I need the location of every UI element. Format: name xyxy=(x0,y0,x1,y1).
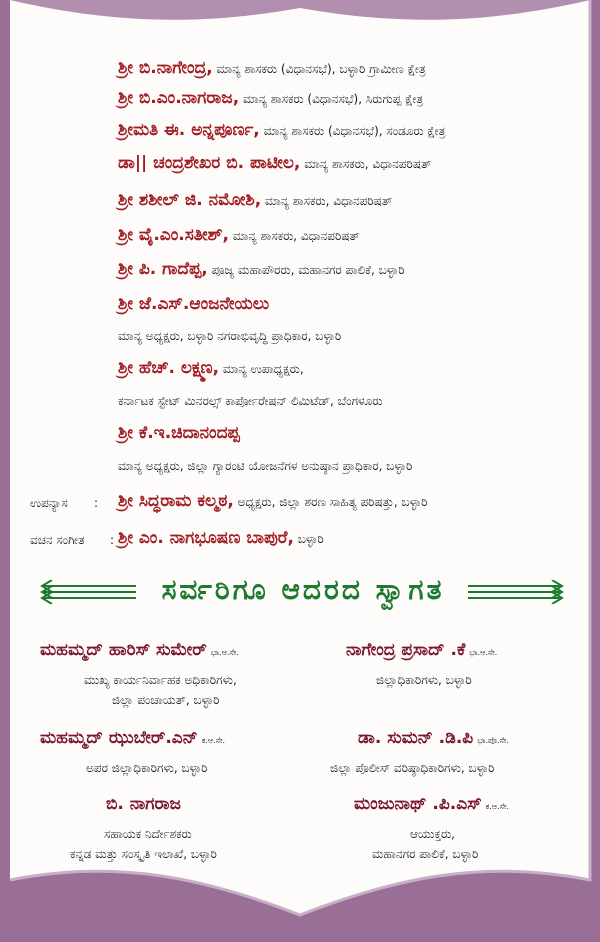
dignitary-desc: ಮಾನ್ಯ ಶಾಸಕರು (ವಿಧಾನಸಭೆ), ಸಂಡೂರು ಕ್ಷೇತ್ರ xyxy=(263,124,446,138)
program-label: ವಚನ ಸಂಗೀತ xyxy=(30,533,85,547)
host-service: ಭಾ.ಆ.ಸೇ. xyxy=(469,648,498,657)
host-service: ಕ.ಆ.ಸೇ. xyxy=(201,736,226,745)
dignitary-name: ಶ್ರೀ ಬಿ.ನಾಗೇಂದ್ರ, xyxy=(118,58,213,78)
dignitary-name: ಶ್ರೀ ಕೆ.ಇ.ಚಿದಾನಂದಪ್ಪ xyxy=(118,423,240,443)
host-line: ಸಹಾಯಕ ನಿರ್ದೇಶಕರು xyxy=(104,827,192,841)
host-name: ಡಾ. ಸುಮನ್ .ಡಿ.ಪಿ xyxy=(358,728,474,748)
dignitary-name: ಶ್ರೀ ವೈ.ಎಂ.ಸತೀಶ್, xyxy=(118,225,229,245)
dignitary-row xyxy=(118,296,269,313)
dignitary-row xyxy=(118,90,423,107)
host-line: ಕನ್ನಡ ಮತ್ತು ಸಂಸ್ಕೃತಿ ಇಲಾಖೆ, ಬಳ್ಳಾರಿ xyxy=(70,847,217,861)
dignitary-desc: ಮಾನ್ಯ ಉಪಾಧ್ಯಕ್ಷರು, xyxy=(222,362,304,376)
host-name-row xyxy=(358,730,509,749)
dignitary-name: ಶ್ರೀ ಶಶೀಲ್ ಜಿ. ನಮೋಶಿ, xyxy=(118,190,262,210)
right-arrow-ornament-icon xyxy=(468,580,572,604)
dignitary-desc: ಮಾನ್ಯ ಶಾಸಕರು, ವಿಧಾನಪರಿಷತ್ xyxy=(265,194,393,208)
dignitary-row xyxy=(118,425,240,442)
host-name-row xyxy=(354,796,509,815)
host-name-row xyxy=(106,796,181,813)
host-name: ಮಹಮ್ಮದ್ ಝುಬೇರ್.ಎನ್ xyxy=(40,728,198,748)
host-name: ಮಂಜುನಾಥ್ .ಪಿ.ಎಸ್ xyxy=(354,794,482,814)
program-label: ಉಪನ್ಯಾಸ xyxy=(30,496,68,510)
host-line: ಆಯುಕ್ತರು, xyxy=(410,827,455,841)
dignitary-desc: ಪೂಜ್ಯ ಮಹಾಪೌರರು, ಮಹಾನಗರ ಪಾಲಿಕೆ, ಬಳ್ಳಾರಿ xyxy=(211,263,405,277)
program-row xyxy=(118,530,324,547)
program-separator: : xyxy=(110,533,115,547)
dignitary-row xyxy=(118,192,392,209)
host-name: ನಾಗೇಂದ್ರ ಪ್ರಸಾದ್ .ಕೆ xyxy=(346,640,466,660)
host-line: ಜಿಲ್ಲಾಧಿಕಾರಿಗಳು, ಬಳ್ಳಾರಿ xyxy=(376,673,472,687)
dignitary-row xyxy=(118,360,304,377)
host-line: ಜಿಲ್ಲಾ ಪೊಲೀಸ್ ವರಿಷ್ಠಾಧಿಕಾರಿಗಳು, ಬಳ್ಳಾರಿ xyxy=(330,761,495,775)
host-service: ಭಾ.ಆ.ಸೇ. xyxy=(210,648,239,657)
dignitary-name: ಶ್ರೀಮತಿ ಈ. ಅನ್ನಪೂರ್ಣ, xyxy=(118,120,260,140)
host-name: ಮಹಮ್ಮದ್ ಹಾರಿಸ್ ಸುಮೇರ್ xyxy=(40,640,207,660)
dignitary-row xyxy=(118,261,405,278)
program-speaker-name: ಶ್ರೀ ಎಂ. ನಾಗಭೂಷಣ ಬಾಪುರೆ, xyxy=(118,528,294,548)
program-row xyxy=(118,493,427,510)
host-service: ಕ.ಆ.ಸೇ. xyxy=(485,802,510,811)
dignitary-row xyxy=(118,227,360,244)
host-name: ಬಿ. ನಾಗರಾಜ xyxy=(106,794,181,814)
left-arrow-ornament-icon xyxy=(32,580,136,604)
dignitary-desc: ಮಾನ್ಯ ಶಾಸಕರು (ವಿಧಾನಸಭೆ), ಸಿರುಗುಪ್ಪ ಕ್ಷೇತ್ರ xyxy=(243,92,424,106)
dignitary-desc: ಮಾನ್ಯ ಅಧ್ಯಕ್ಷರು, ಜಿಲ್ಲಾ ಗ್ಯಾರಂಟಿ ಯೋಜನೆಗಳ ಅನುಷ್ಠಾನ ಪ್ರಾಧಿಕಾರ, ಬಳ್ಳಾರಿ xyxy=(118,459,413,473)
dignitary-desc: ಮಾನ್ಯ ಶಾಸಕರು, ವಿಧಾನಪರಿಷತ್ xyxy=(232,229,360,243)
dignitary-name: ಶ್ರೀ ಪಿ. ಗಾದೆಪ್ಪ, xyxy=(118,259,208,279)
dignitary-name: ಶ್ರೀ ಹೆಚ್. ಲಕ್ಷ್ಮಣ, xyxy=(118,358,220,378)
dignitary-desc-extra: ಕರ್ನಾಟಕ ಸ್ಟೇಟ್ ಮಿನರಲ್ಸ್ ಕಾರ್ಪೋರೇಷನ್ ಲಿಮಿಟೆಡ್, ಬೆಂಗಳೂರು xyxy=(118,394,383,408)
program-speaker-desc: ಅಧ್ಯಕ್ಷರು, ಜಿಲ್ಲಾ ಶರಣ ಸಾಹಿತ್ಯ ಪರಿಷತ್ತು, ಬಳ್ಳಾರಿ xyxy=(237,495,428,509)
host-name-row xyxy=(346,642,497,661)
host-line: ಮಹಾನಗರ ಪಾಲಿಕೆ, ಬಳ್ಳಾರಿ xyxy=(372,847,479,861)
dignitary-name: ಶ್ರೀ ಜೆ.ಎಸ್.ಆಂಜನೇಯಲು xyxy=(118,294,270,314)
program-speaker-desc: ಬಳ್ಳಾರಿ xyxy=(297,532,324,546)
host-service: ಭಾ.ಪೊ.ಸೇ. xyxy=(477,736,509,745)
dignitary-row xyxy=(118,155,431,172)
host-line: ಮುಖ್ಯ ಕಾರ್ಯನಿರ್ವಾಹಕ ಅಧಿಕಾರಿಗಳು, xyxy=(84,673,237,687)
dignitary-row xyxy=(118,60,426,77)
host-line: ಅಪರ ಜಿಲ್ಲಾಧಿಕಾರಿಗಳು, ಬಳ್ಳಾರಿ xyxy=(86,761,208,775)
program-speaker-name: ಶ್ರೀ ಸಿದ್ಧರಾಮ ಕಲ್ಮಠ, xyxy=(118,491,234,511)
dignitary-row xyxy=(118,122,445,139)
host-line: ಜಿಲ್ಲಾ ಪಂಚಾಯತ್, ಬಳ್ಳಾರಿ xyxy=(112,693,220,707)
dignitary-desc: ಮಾನ್ಯ ಅಧ್ಯಕ್ಷರು, ಬಳ್ಳಾರಿ ನಗರಾಭಿವೃದ್ಧಿ ಪ್ರಾಧಿಕಾರ, ಬಳ್ಳಾರಿ xyxy=(118,329,342,343)
program-separator: : xyxy=(94,496,99,510)
welcome-title: ಸರ್ವರಿಗೂ ಆದರದ ಸ್ವಾಗತ xyxy=(161,573,445,606)
dignitary-name: ಶ್ರೀ ಬಿ.ಎಂ.ನಾಗರಾಜ, xyxy=(118,88,240,108)
host-name-row xyxy=(40,642,239,661)
dignitary-name: ಡಾ|| ಚಂದ್ರಶೇಖರ ಬಿ. ಪಾಟೀಲ, xyxy=(118,153,301,173)
dignitary-desc: ಮಾನ್ಯ ಶಾಸಕರು, ವಿಧಾನಪರಿಷತ್ xyxy=(304,157,432,171)
host-name-row xyxy=(40,730,225,749)
dignitary-desc: ಮಾನ್ಯ ಶಾಸಕರು (ವಿಧಾನಸಭೆ), ಬಳ್ಳಾರಿ ಗ್ರಾಮೀಣ ಕ್ಷೇತ್ರ xyxy=(216,62,426,76)
